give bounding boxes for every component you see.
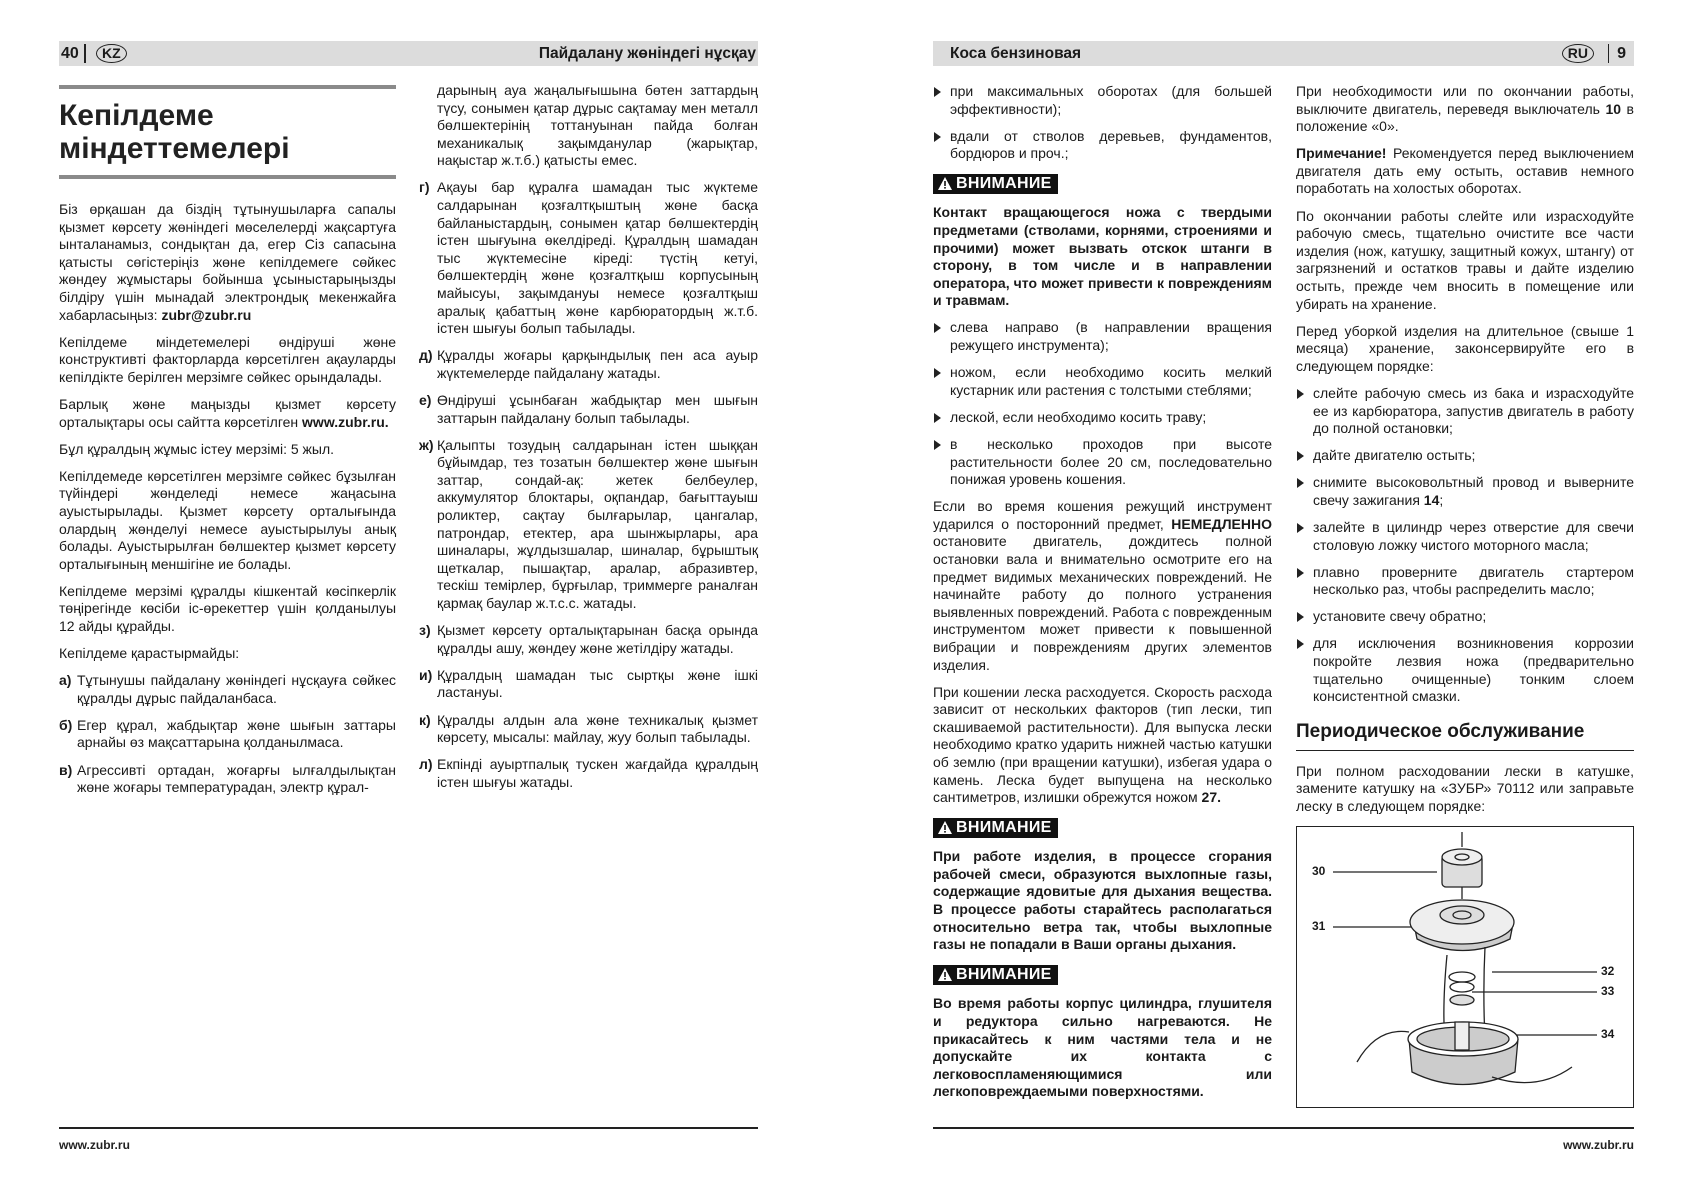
text: При необходимости или по окончании работы, выключите двигатель, переведя выключатель — [1296, 83, 1634, 117]
text: в несколько проходов при высоте растительности более 20 см, последовательно понижая уровень кошения. — [950, 435, 1272, 488]
text: в положение «0». — [1296, 100, 1634, 135]
section-heading: Периодическое обслуживание — [1296, 720, 1634, 751]
bullet-arrow-icon — [1297, 389, 1304, 399]
item-letter: а) — [59, 672, 72, 689]
text: остановите двигатель, дождитесь полной остановки вала и внимательно осмотрите его на предмет видимых механических повреждений. Не начинайте работу до полного устранения выявленных повреждений. Работа с поврежденным инструментом может привести к повышенной вибрации и повреждениям других элементов изделия. — [933, 533, 1272, 673]
item-letter: и) — [419, 666, 433, 683]
lettered-item — [59, 762, 396, 797]
text: снимите высоковольтный провод и выверните свечу зажигания — [1313, 474, 1634, 508]
bold-text: 14 — [1423, 491, 1440, 508]
bullet-arrow-icon — [1297, 478, 1304, 488]
bullet-item — [933, 83, 1272, 118]
title-rule-bottom — [59, 175, 396, 179]
text: слейте рабочую смесь из бака и израсходуйте ее из карбюратора, запустив двигатель в работу до полной остановки; — [1313, 384, 1634, 437]
text: Құралды жоғары қарқындылық пен аса ауыр жүктемелерде пайдалану жатады. — [437, 347, 758, 381]
part-label-33: 33 — [1601, 984, 1615, 998]
bullet-item — [1296, 564, 1634, 599]
bullet-arrow-icon — [934, 413, 941, 423]
bullet-item — [933, 128, 1272, 163]
bold-text: 27. — [1201, 789, 1221, 806]
bold-text: При работе изделия, в процессе сгорания рабочей смеси, образуются выхлопные газы, содержащие ядовитые для дыхания вещества. В процессе работы старайтесь располагаться относительно ветра так, чтобы выхлопные газы не попадали в Ваши органы дыхания. — [933, 848, 1272, 953]
title-line: Кепілдеме — [59, 99, 214, 132]
text: По окончании работы слейте или израсходуйте рабочую смесь, тщательно очистите все части изделия (нож, катушку, защитный кожух, штангу) от загрязнений и остатков травы и дайте изделию остыть, прежде чем вносить в помещение или убирать на хранение. — [1296, 207, 1634, 312]
text: Агрессивті ортадан, жоғарғы ылғалдылықтан жөне жоғары температурадан, электр құрал- — [77, 761, 396, 796]
text: Кепілдемеде көрсетілген мерзімге сөйкес бұзылған түйіндері жөнделеді немесе жаңасына ауыстырылады. Қызмет көрсету орталығында олардың жөнделуі немесе ауыстырылуы анық болады. Ауыстырылған бөлшектер қызмет көрсету орталығының меншігіне ие болады. — [59, 467, 396, 572]
paragraph — [1296, 145, 1634, 198]
header-divider — [1608, 44, 1610, 63]
spool-exploded-diagram — [1297, 827, 1633, 1107]
paragraph — [1296, 323, 1634, 376]
bullet-arrow-icon — [1297, 451, 1304, 461]
item-letter: з) — [419, 622, 431, 639]
lettered-item — [419, 756, 758, 791]
bold-text: 10 — [1605, 100, 1622, 117]
right-column-2 — [1296, 83, 1634, 825]
text: при максимальных оборотах (для большей эффективности); — [950, 83, 1272, 117]
paragraph — [419, 82, 758, 170]
header-title: Пайдалану жөніндегі нұсқау — [538, 45, 756, 62]
text: Өндіруші ұсынбаған жабдықтар мен шығын заттарын пайдалану болып табылады. — [437, 392, 758, 426]
lettered-item — [419, 622, 758, 657]
item-letter: л) — [419, 756, 433, 773]
warning-badge — [933, 818, 1058, 838]
warning-label: ВНИМАНИЕ — [956, 175, 1052, 193]
right-page-header — [933, 41, 1634, 66]
bullet-item — [1296, 635, 1634, 705]
item-letter: д) — [419, 347, 433, 364]
warning-badge — [933, 174, 1058, 194]
text: Кепілдеме қарастырмайды: — [59, 645, 240, 662]
language-badge: KZ — [96, 44, 127, 63]
lettered-item — [419, 437, 758, 613]
text: леской, если необходимо косить траву; — [950, 408, 1207, 425]
bold-text: www.zubr.ru. — [302, 413, 389, 430]
lettered-item — [59, 717, 396, 752]
text: Тұтынушы пайдалану жөніндегі нұсқауға сөйкес құралды дұрыс пайдаланбаса. — [77, 672, 396, 706]
paragraph — [59, 334, 396, 387]
bold-text: НЕМЕДЛЕННО — [1171, 515, 1272, 532]
text: Если во время кошения режущий инструмент ударился о посторонний предмет, — [933, 498, 1272, 532]
part-label-32: 32 — [1601, 964, 1615, 978]
bullet-item — [933, 409, 1272, 427]
left-column-2 — [419, 82, 758, 801]
part-label-34: 34 — [1601, 1027, 1615, 1041]
item-letter: в) — [59, 761, 73, 778]
item-letter: е) — [419, 392, 432, 408]
bold-text: Во время работы корпус цилиндра, глушителя и редуктора сильно нагреваются. Не прикасайтесь к ним частями тела и не допускайте их контакта с легковоспламеняющимися или легкоповреждаемыми поверхностями. — [933, 995, 1272, 1100]
bullet-arrow-icon — [1297, 523, 1304, 533]
text: Құралды алдын ала жөне техникалық қызмет көрсету, мысалы: майлау, жуу болып табылады. — [437, 711, 758, 746]
footer-rule — [59, 1127, 758, 1129]
bullet-item — [1296, 608, 1634, 626]
paragraph — [933, 204, 1272, 310]
left-column-1 — [59, 201, 396, 806]
header-divider — [84, 44, 86, 63]
text: дарының ауа жаңалығышына бөтен заттардың түсу, сонымен қатар дұрыс сақтамау мен металл бөлшектерінің тоттануынан пайда болған механикалық зақымданулар (жарықтар, нақыстар ж.т.б.) қатысты емес. — [437, 82, 758, 169]
language-badge: RU — [1562, 44, 1594, 63]
text: залейте в цилиндр через отверстие для свечи столовую ложку чистого моторного масла; — [1313, 518, 1634, 553]
text: Қызмет көрсету орталықтарынан басқа орында құралды ашу, жөндеу жөне жетілдіру жатады. — [437, 622, 758, 656]
text: Біз өрқашан да біздің тұтынушыларға сапалы қызмет көрсету жөніндегі мөселелерді жақсартуға ынталанамыз, сондықтан да, егер Сіз сапасына қатысты сөгістеріңіз жөне кепілдемеге сөйкес жөндеу жұмыстары бойынша ұсыныстарыңызды білдіру үшін мынадай электрондық мекенжайға хабарласыңыз: — [59, 201, 396, 323]
page-number: 9 — [1617, 45, 1626, 62]
text: Перед уборкой изделия на длительное (свыше 1 месяца) хранение, законсервируйте его в следующем порядке: — [1296, 322, 1634, 374]
text: Қалыпты тозудың салдарынан істен шыққан бұйымдар, тез тозатын бөлшектер жөне шығын заттар, сондай-ақ: жетек белбеулер, аккумулятор блоктары, оқпандар, бағыттауыш роликтер, сақтау былғарылар, цангалар, патрондар, етектер, ара шынжырлары, ара шиналары, жұлдызшалар, шиналар, бұрыштық щеткалар, пышақтар, аралар, абразивтер, тескіш темірлер, бұрғылар, триммерге раналған қармақ баулар ж.т.с.с. жатады. — [437, 436, 758, 612]
text: Бұл құралдың жұмыс істеу мерзімі: 5 жыл. — [59, 440, 335, 457]
warning-triangle-icon — [938, 821, 952, 834]
bullet-item — [1296, 447, 1634, 465]
text: При полном расходовании лески в катушке, замените катушку на «ЗУБР» 70112 или заправьте леску в следующем порядке: — [1296, 762, 1634, 814]
paragraph — [1296, 208, 1634, 314]
bullet-arrow-icon — [934, 323, 941, 333]
lettered-item — [419, 712, 758, 747]
paragraph — [1296, 83, 1634, 136]
lettered-item — [419, 179, 758, 337]
header-title: Коса бензиновая — [950, 45, 1082, 62]
lettered-item — [419, 667, 758, 702]
title-rule-top — [59, 85, 396, 89]
text: вдали от стволов деревьев, фундаментов, бордюров и проч.; — [950, 127, 1272, 162]
text: дайте двигателю остыть; — [1313, 447, 1476, 464]
text: Барлық жөне маңызды қызмет көрсету орталықтары осы сайтта көрсетілген — [59, 395, 396, 430]
paragraph — [933, 848, 1272, 954]
warning-label: ВНИМАНИЕ — [956, 966, 1052, 984]
bullet-arrow-icon — [934, 87, 941, 97]
paragraph — [933, 995, 1272, 1101]
bullet-arrow-icon — [1297, 639, 1304, 649]
text: для исключения возникновения коррозии покройте лезвия ножа (предварительно тщательно очищенные) тонким слоем консистентной смазки. — [1313, 635, 1634, 705]
footer-url: www.zubr.ru — [59, 1138, 130, 1152]
text: Құралдың шамадан тыс сыртқы жөне ішкі ластануы. — [437, 666, 758, 701]
part-label-30: 30 — [1312, 864, 1326, 878]
warning-block — [933, 963, 1272, 995]
spool-assembly-figure — [1296, 826, 1634, 1108]
warning-block — [933, 172, 1272, 204]
bullet-item — [933, 436, 1272, 489]
warning-label: ВНИМАНИЕ — [956, 819, 1052, 837]
title-line: міндеттемелері — [59, 132, 290, 165]
lettered-item — [419, 392, 758, 427]
paragraph — [59, 396, 396, 431]
bullet-arrow-icon — [1297, 612, 1304, 622]
text: Егер құрал, жабдықтар жөне шығын заттары арнайы өз мақсаттарына қолданылмаса. — [77, 716, 396, 751]
text: Кепілдеме мерзімі құралды кішкентай көсіпкерлік төңірегінде көсіби іс-өрекеттер үшін қолданылуы 12 айды құрайды. — [59, 582, 396, 634]
bullet-arrow-icon — [1297, 568, 1304, 578]
text: ножом, если необходимо косить мелкий кустарник или растения с толстыми стеблями; — [950, 364, 1272, 398]
bullet-item — [933, 319, 1272, 354]
text: ; — [1439, 491, 1444, 508]
footer-rule — [933, 1127, 1634, 1129]
right-column-1 — [933, 83, 1272, 1110]
text: Рекомендуется перед выключением двигателя дать ему остыть, оставив немного поработать на холостых оборотах. — [1296, 145, 1634, 197]
paragraph — [933, 498, 1272, 674]
paragraph — [59, 583, 396, 636]
left-page-header — [59, 41, 758, 66]
text: слева направо (в направлении вращения режущего инструмента); — [950, 319, 1272, 354]
paragraph — [1296, 763, 1634, 816]
warning-badge — [933, 965, 1058, 985]
paragraph — [59, 645, 396, 663]
item-letter: б) — [59, 716, 73, 733]
warning-triangle-icon — [938, 177, 952, 190]
bullet-item — [1296, 474, 1634, 509]
bold-text: zubr@zubr.ru — [161, 306, 252, 323]
text: установите свечу обратно; — [1313, 608, 1487, 625]
item-letter: г) — [419, 179, 430, 196]
lettered-item — [59, 672, 396, 707]
page-title — [59, 99, 290, 165]
text: Кепілдеме міндетемелері өндіруші жөне конструктивті факторларда көрсетілген ақауларды кепілдікте берілген мерзімге сөйкес орындалады. — [59, 333, 396, 385]
paragraph — [59, 201, 396, 324]
text: Екпінді ауыртпалық тускен жағдайда құралдың істен шығуы жатады. — [437, 756, 758, 790]
item-letter: ж) — [419, 436, 434, 453]
lettered-item — [419, 347, 758, 382]
text: При кошении леска расходуется. Скорость расхода зависит от нескольких факторов (тип лески, тип скашиваемой растительности). Для выпуска лески необходимо кратко ударить нижней частью катушки об землю (при вращении катушки), избегая удара о камень. Леска будет выпущена на несколько сантиметров, излишки обрежутся ножом — [933, 683, 1272, 806]
text: Ақауы бар құралға шамадан тыс жүктеме салдарынан қозғалтқыштың жөне басқа байланыстардың, сонымен қатар бөлшектердің істен шығуына өкелдіреді. Құралдың шамадан тыс жүктемесіне кіреді: түстің кетуі, бөлшектердің жөне қозғалтқыш корпусының майысуы, зақымдануы немесе қозғалтқыш аралық қабаттың жөне карбюратордың ж.т.б. істен шығуы болып табылады. — [437, 179, 758, 337]
part-label-31: 31 — [1312, 919, 1326, 933]
paragraph — [933, 684, 1272, 807]
page-number: 40 — [61, 45, 79, 62]
bullet-item — [1296, 385, 1634, 438]
bullet-arrow-icon — [934, 132, 941, 142]
paragraph — [59, 441, 396, 459]
bold-text: Контакт вращающегося ножа с твердыми предметами (стволами, корнями, строениями и прочими) может вызвать отскок штанги в сторону, в том числе и в направлении оператора, что может привести к повреждениям и травмам. — [933, 204, 1272, 309]
bullet-arrow-icon — [934, 440, 941, 450]
bullet-item — [1296, 519, 1634, 554]
bullet-arrow-icon — [934, 368, 941, 378]
bold-text: Примечание! — [1296, 145, 1387, 162]
item-letter: к) — [419, 711, 431, 728]
bullet-item — [933, 364, 1272, 399]
paragraph — [59, 468, 396, 574]
warning-triangle-icon — [938, 968, 952, 981]
warning-block — [933, 816, 1272, 848]
footer-url: www.zubr.ru — [1563, 1138, 1634, 1152]
text: плавно проверните двигатель стартером несколько раз, чтобы распределить масло; — [1313, 563, 1634, 598]
